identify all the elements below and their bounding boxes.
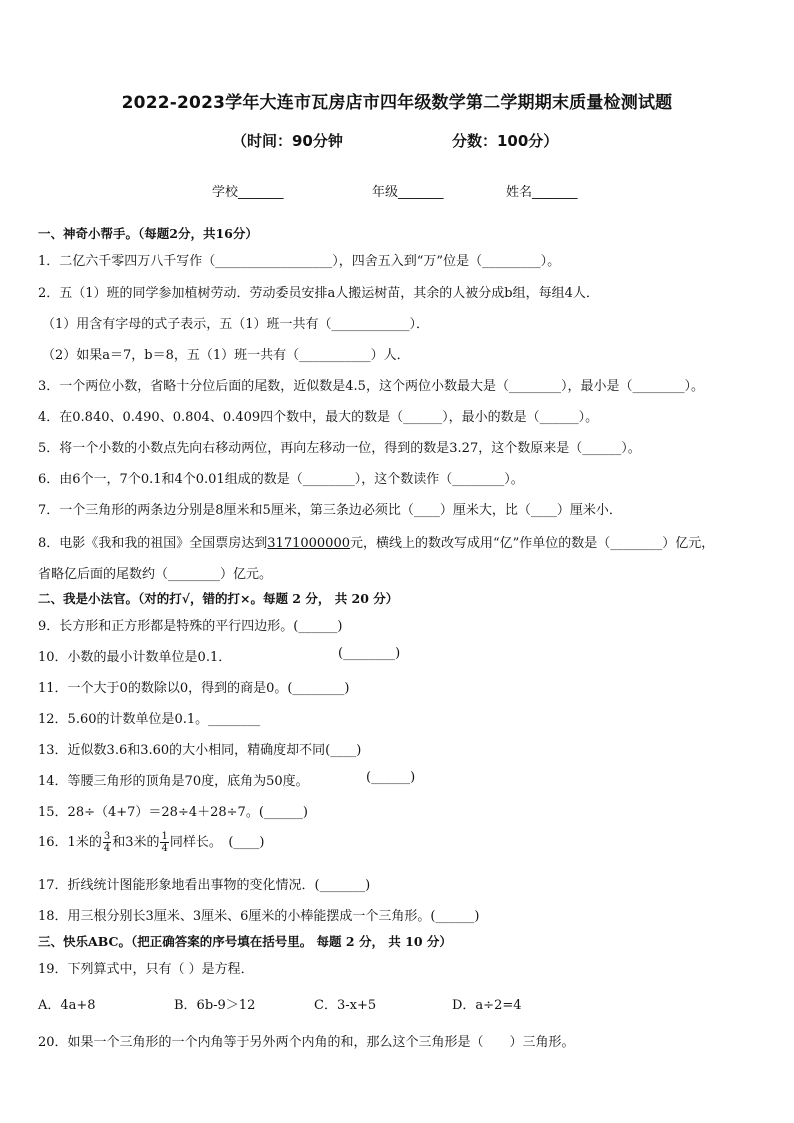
section-heading-1: 一、神奇小帮手。（每题2分，共16分） — [38, 226, 258, 241]
option-b: B．6b-9＞12 — [174, 998, 256, 1013]
option-d: D．a÷2=4 — [452, 998, 522, 1013]
option-c: C．3-x+5 — [314, 998, 377, 1013]
question-1: 1．二亿六千零四万八千写作（__________________），四舍五入到“万”位是（_________）。 — [38, 254, 561, 269]
exam-score: 分数：100分） — [452, 132, 559, 150]
question-2-part-1: （1）用含有字母的式子表示，五（1）班一共有（____________）． — [42, 317, 430, 332]
option-a: A．4a+8 — [38, 998, 96, 1013]
exam-time: （时间：90分钟 — [232, 132, 343, 150]
name-field: 姓名_______ — [506, 185, 578, 200]
school-field: 学校_______ — [212, 185, 284, 200]
fraction-one-quarter — [160, 831, 168, 854]
section-heading-2: 二、我是小法官。（对的打√，错的打×。每题 2 分， 共 20 分） — [38, 591, 399, 606]
question-10-blank: (________) — [338, 646, 401, 661]
question-8 — [38, 532, 714, 551]
fraction-1-denominator: 4 — [103, 843, 111, 854]
question-10: 10．小数的最小计数单位是0.1． — [38, 650, 232, 665]
question-6: 6．由6个一，7个0.1和4个0.01组成的数是（________），这个数读作（________）。 — [38, 472, 524, 487]
question-12: 12．5.60的计数单位是0.1。________ — [38, 712, 261, 727]
question-5: 5．将一个小数的小数点先向右移动两位，再向左移动一位，得到的数是3.27，这个数原来是（______）。 — [38, 441, 641, 456]
question-16 — [38, 831, 265, 854]
fraction-1-numerator: 3 — [103, 831, 111, 842]
box-office-number: 3171000000 — [267, 536, 350, 551]
question-14-blank: (______) — [366, 770, 416, 785]
section-heading-3: 三、快乐ABC。（把正确答案的序号填在括号里。 每题 2 分， 共 10 分） — [38, 934, 452, 949]
question-8-lead: 8．电影《我和我的祖国》全国票房达到 — [38, 536, 268, 551]
fraction-2-denominator: 4 — [161, 843, 168, 854]
question-11: 11．一个大于0的数除以0，得到的商是0。(________) — [38, 681, 350, 696]
question-16-part-c: 同样长。 (____) — [169, 835, 265, 850]
question-3: 3．一个两位小数，省略十分位后面的尾数，近似数是4.5，这个两位小数最大是（________），最小是（________）。 — [38, 379, 704, 394]
page-title: 2022-2023学年大连市瓦房店市四年级数学第二学期期末质量检测试题 — [121, 93, 673, 113]
question-13: 13．近似数3.6和3.60的大小相同，精确度却不同(____) — [38, 743, 362, 758]
question-8-tail: 元，横线上的数改写成用“亿”作单位的数是（________）亿元， — [350, 536, 715, 551]
question-14: 14．等腰三角形的顶角是70度，底角为50度。 — [38, 774, 309, 789]
question-16-part-b: 和3米的 — [112, 835, 160, 850]
grade-field: 年级_______ — [372, 185, 444, 200]
question-16-part-a: 16．1米的 — [38, 835, 102, 850]
question-8-line-2: 省略亿后面的尾数约（________）亿元。 — [38, 567, 273, 582]
question-4: 4．在0.840、0.490、0.804、0.409四个数中，最大的数是（______），最小的数是（______）。 — [38, 410, 599, 425]
question-15: 15．28÷（4+7）＝28÷4＋28÷7。(______) — [38, 805, 308, 820]
question-19: 19．下列算式中，只有（ ）是方程． — [38, 962, 254, 977]
question-9: 9．长方形和正方形都是特殊的平行四边形。(______) — [38, 619, 343, 634]
fraction-three-quarters — [103, 831, 111, 854]
question-17: 17．折线统计图能形象地看出事物的变化情况．(_______) — [38, 878, 371, 893]
question-2-part-2: （2）如果a＝7，b＝8，五（1）班一共有（___________）人． — [42, 348, 410, 363]
question-7: 7．一个三角形的两条边分别是8厘米和5厘米，第三条边必须比（____）厘米大，比（____）厘米小． — [38, 503, 622, 518]
fraction-2-numerator: 1 — [161, 831, 168, 842]
question-18: 18．用三根分别长3厘米、3厘米、6厘米的小棒能摆成一个三角形。(______) — [38, 909, 480, 924]
question-2: 2．五（1）班的同学参加植树劳动．劳动委员安排a人搬运树苗，其余的人被分成b组，每组4人． — [38, 286, 599, 301]
question-20: 20．如果一个三角形的一个内角等于另外两个内角的和，那么这个三角形是（ ）三角形。 — [38, 1035, 575, 1050]
